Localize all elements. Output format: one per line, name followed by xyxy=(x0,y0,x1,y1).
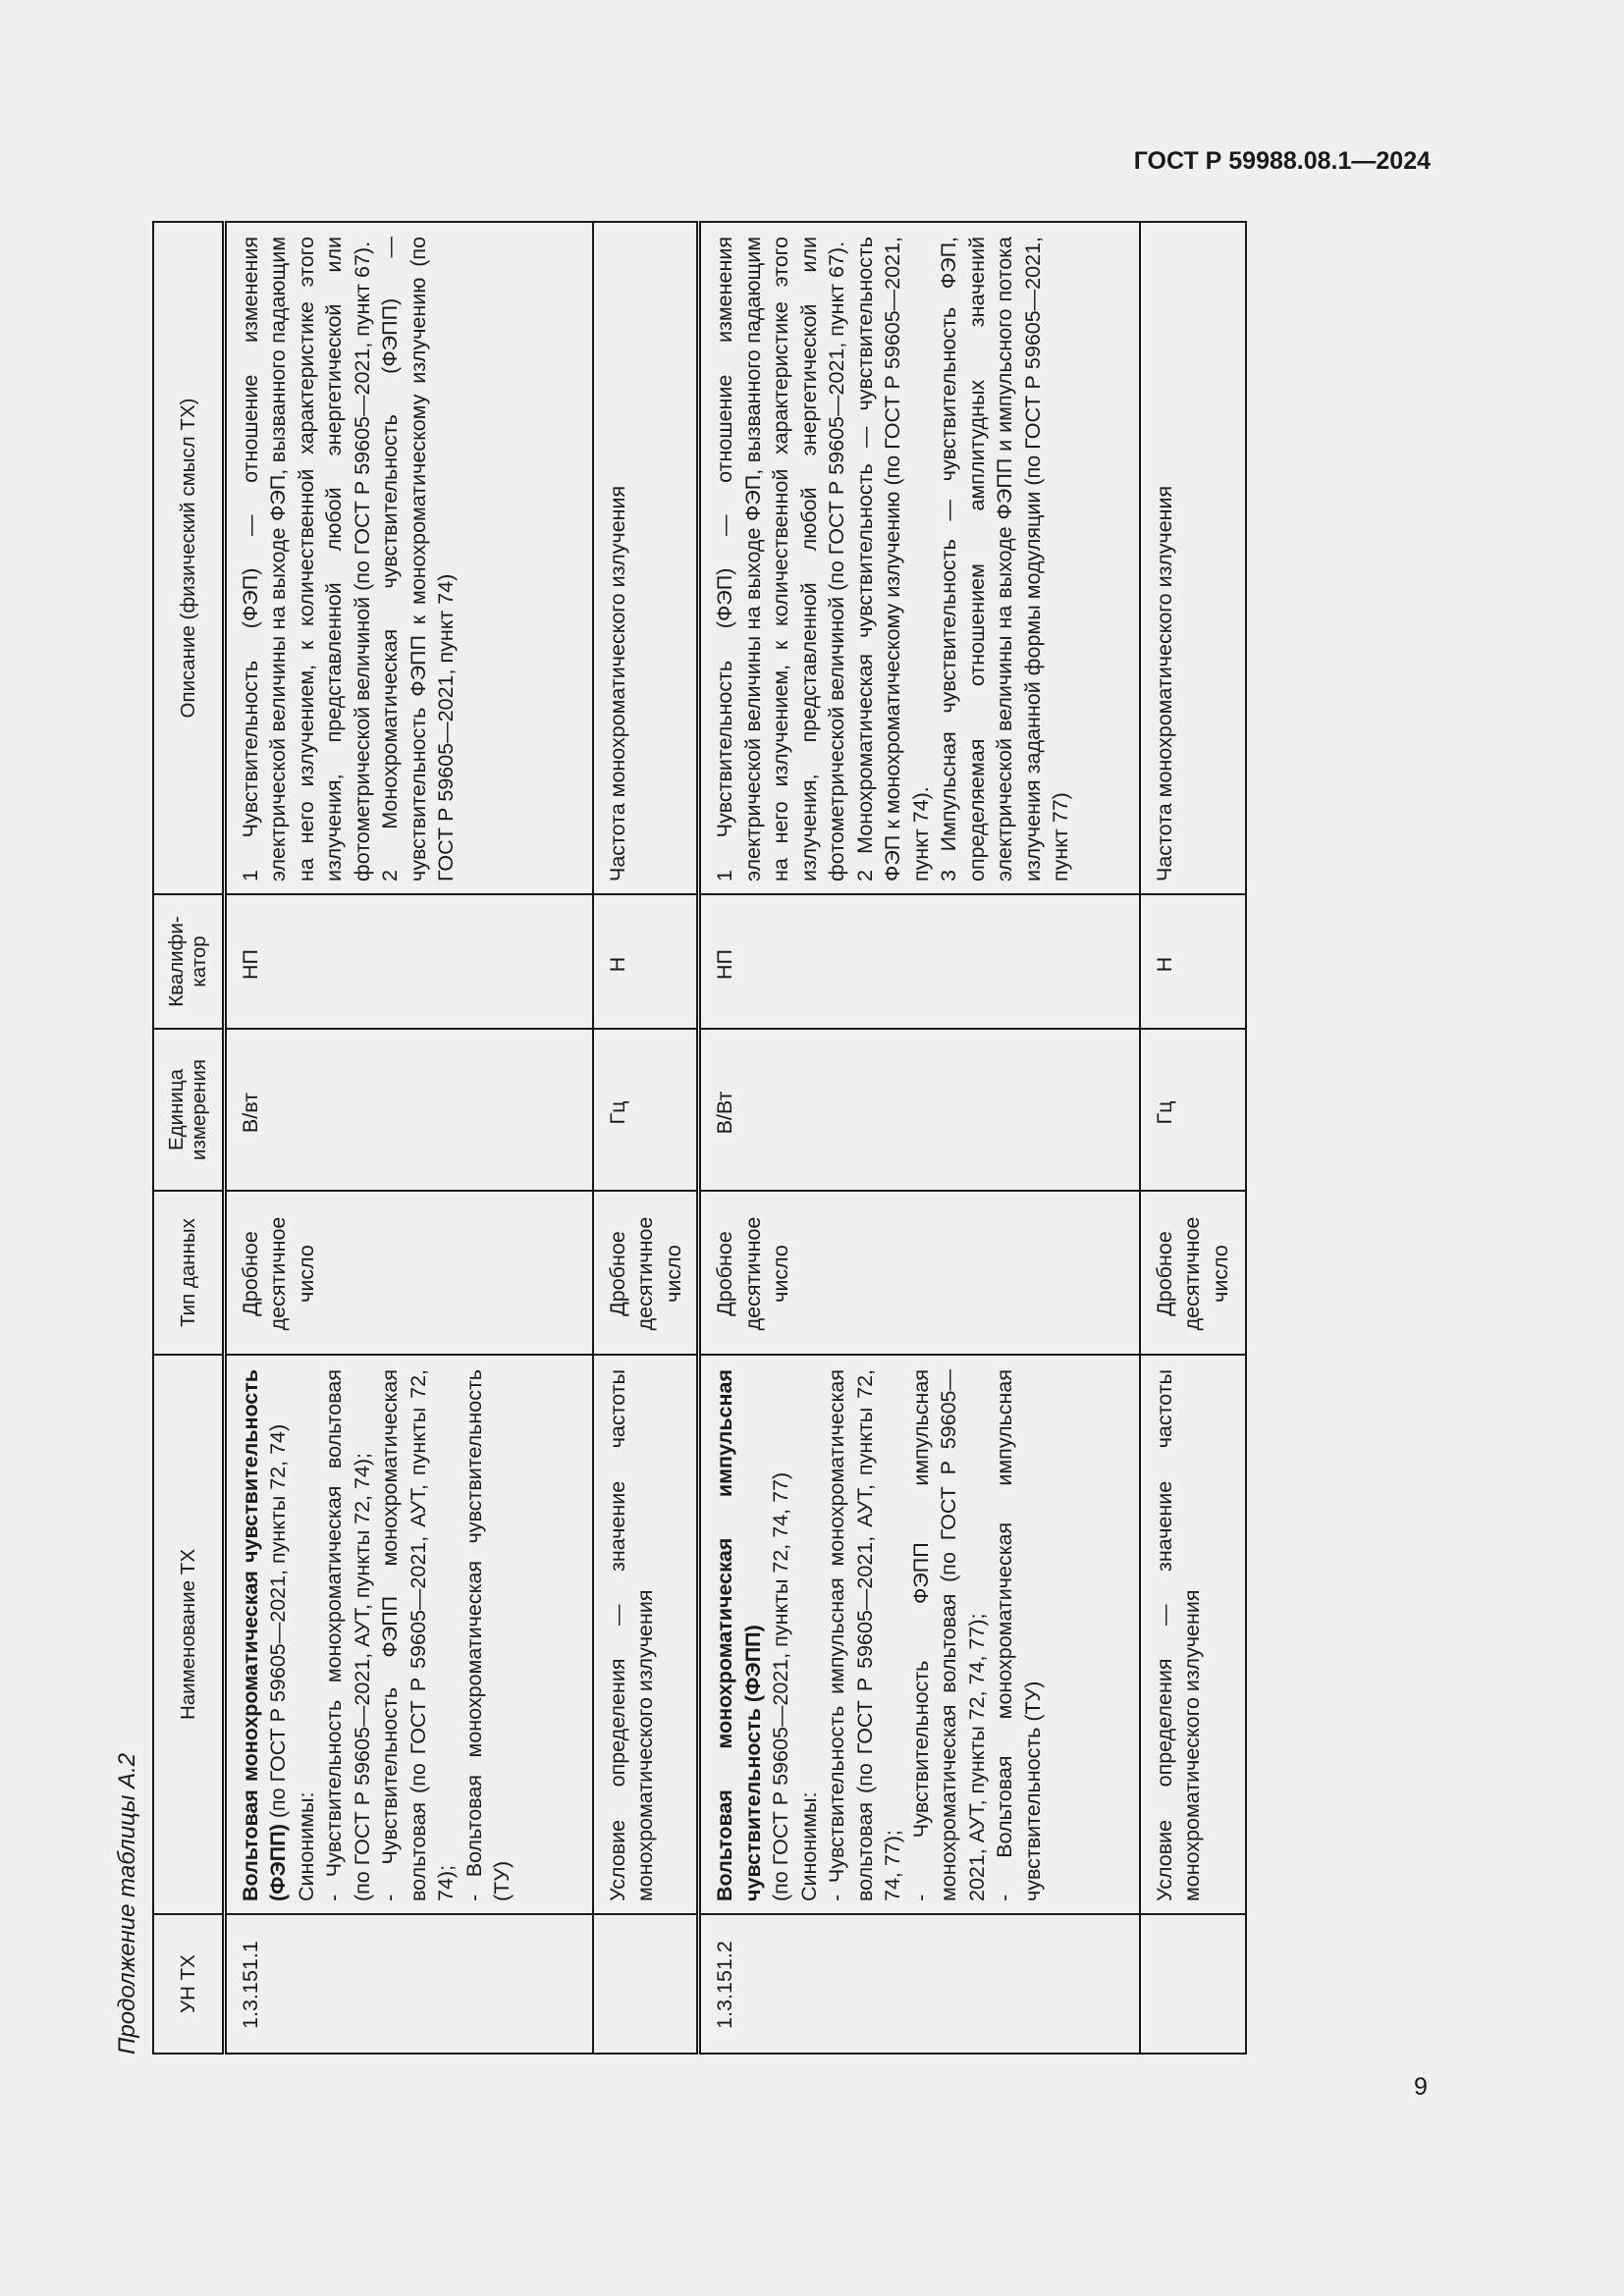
col-header-qualifier: Квалифи-катор xyxy=(153,894,224,1029)
cell-description xyxy=(224,222,593,894)
description-item: 1 Чувствительность (ФЭП) — отношение изменения электрической величины на выходе ФЭП, вызванного падающим на него излучением, к количественной характеристике этого излучения, представленной любой энергетической или фотометрической величиной (по ГОСТ Р 59605—2021, пункт 67). xyxy=(238,237,374,881)
synonym-item: - Вольтовая монохроматическая импульсная чувствительность (ТУ) xyxy=(993,1369,1045,1901)
col-header-description: Описание (физический смысл ТХ) xyxy=(153,222,224,894)
name-bold: Вольтовая монохроматическая чувствительность (ФЭПП) xyxy=(238,1369,291,1901)
standard-designation: ГОСТ Р 59988.08.1—2024 xyxy=(1133,147,1431,175)
col-header-type: Тип данных xyxy=(153,1191,224,1355)
cell-name: Условие определения — значение частоты монохроматического излучения xyxy=(1140,1355,1246,1914)
description-item: 3 Импульсная чувствительность — чувствительность ФЭП, определяемая отношением амплитудных значений электрической величины на выходе ФЭПП и импульсного потока излучения заданной формы модуляции (по ГОСТ Р 59605—2021, пункт 77) xyxy=(937,237,1073,881)
synonym-item: - Чувствительность ФЭПП монохроматическая вольтовая (по ГОСТ Р 59605—2021, АУТ, пункты 72, 74); xyxy=(378,1369,459,1901)
table-row xyxy=(224,222,593,2054)
cell-un xyxy=(593,1914,699,2054)
cell-name xyxy=(699,1355,1140,1914)
synonym-item: - Чувствительность монохроматическая вольтовая (по ГОСТ Р 59605—2021, АУТ, пункты 72, 74); xyxy=(322,1369,374,1901)
rotated-table-area xyxy=(103,223,1232,2055)
cell-unit: Гц xyxy=(1140,1029,1246,1191)
synonyms-label: Синонимы: xyxy=(796,1791,821,1901)
cell-description: Частота монохроматического излучения xyxy=(593,222,699,894)
synonym-item: - Вольтовая монохроматическая чувствительность (ТУ) xyxy=(461,1369,514,1901)
table-row xyxy=(1140,222,1246,2054)
table-row xyxy=(699,222,1140,2054)
synonym-item: - Чувствительность ФЭПП импульсная монохроматическая вольтовая (по ГОСТ Р 59605—2021, АУТ, пункты 72, 74, 77); xyxy=(908,1369,989,1901)
table-caption: Продолжение таблицы А.2 xyxy=(114,1752,140,2055)
cell-un: 1.3.151.2 xyxy=(699,1914,1140,2054)
table-header-row xyxy=(153,222,224,2054)
cell-type: Дробное десятичное число xyxy=(593,1191,699,1355)
cell-type: Дробное десятичное число xyxy=(224,1191,593,1355)
cell-unit: Гц xyxy=(593,1029,699,1191)
cell-unit: В/Вт xyxy=(699,1029,1140,1191)
cell-qualifier: НП xyxy=(699,894,1140,1029)
col-header-un: УН ТХ xyxy=(153,1914,224,2054)
cell-qualifier: Н xyxy=(593,894,699,1029)
col-header-unit: Единица измерения xyxy=(153,1029,224,1191)
description-item: 2 Монохроматическая чувствительность (ФЭПП) — чувствительность ФЭПП к монохроматическому излучению (по ГОСТ Р 59605—2021, пункт 74) xyxy=(378,237,459,881)
synonym-item: - Чувствительность импульсная монохроматическая вольтовая (по ГОСТ Р 59605—2021, АУТ, пункты 72, 74, 77); xyxy=(825,1369,905,1901)
cell-qualifier: Н xyxy=(1140,894,1246,1029)
cell-unit: В/вт xyxy=(224,1029,593,1191)
name-rest: (по ГОСТ Р 59605—2021, пункты 72, 74) xyxy=(266,1423,291,1825)
description-item: 2 Монохроматическая чувствительность — чувствительность ФЭП к монохроматическому излучению (по ГОСТ Р 59605—2021, пункт 74). xyxy=(852,237,933,881)
name-rest: (по ГОСТ Р 59605—2021, пункты 72, 74, 77) xyxy=(769,1471,793,1901)
characteristics-table xyxy=(152,221,1247,2055)
cell-un: 1.3.151.1 xyxy=(224,1914,593,2054)
col-header-name: Наименование ТХ xyxy=(153,1355,224,1914)
cell-description: Частота монохроматического излучения xyxy=(1140,222,1246,894)
cell-type: Дробное десятичное число xyxy=(1140,1191,1246,1355)
cell-name xyxy=(224,1355,593,1914)
cell-type: Дробное десятичное число xyxy=(699,1191,1140,1355)
cell-qualifier: НП xyxy=(224,894,593,1029)
cell-description xyxy=(699,222,1140,894)
cell-name: Условие определения — значение частоты монохроматического излучения xyxy=(593,1355,699,1914)
table-row xyxy=(593,222,699,2054)
cell-un xyxy=(1140,1914,1246,2054)
description-item: 1 Чувствительность (ФЭП) — отношение изменения электрической величины на выходе ФЭП, вызванного падающим на него излучением, к количественной характеристике этого излучения, представленной любой энергетической или фотометрической величиной (по ГОСТ Р 59605—2021, пункт 67). xyxy=(713,237,849,881)
page-number: 9 xyxy=(1414,2073,1428,2101)
synonyms-label: Синонимы: xyxy=(294,1791,318,1901)
name-bold: Вольтовая монохроматическая импульсная чувствительность (ФЭПП) xyxy=(713,1369,765,1901)
